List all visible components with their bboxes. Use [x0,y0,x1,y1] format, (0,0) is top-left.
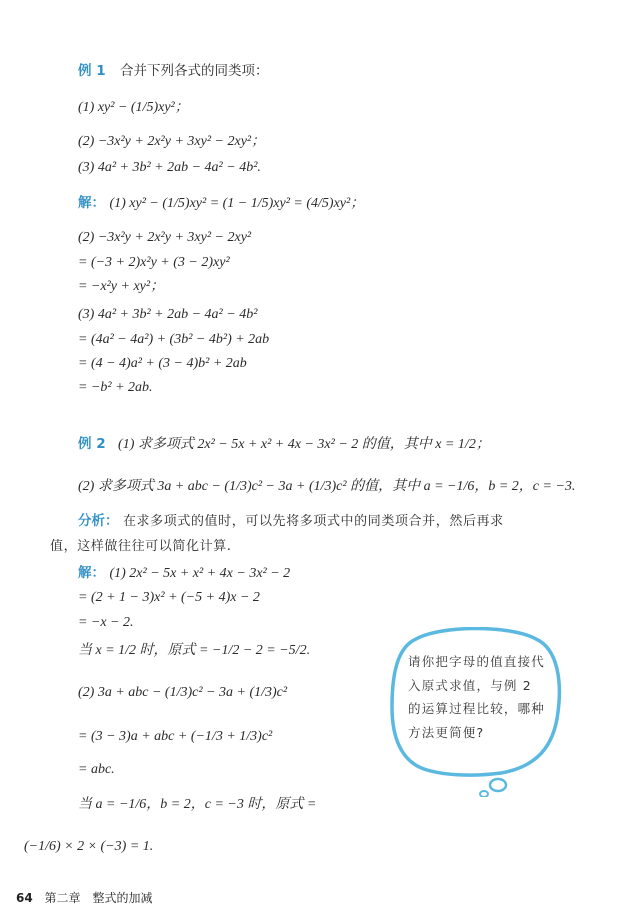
example-1-problem-2: (2) −3x²y + 2x²y + 3xy² − 2xy²； [78,134,266,149]
thought-bubble-dot-large [490,779,506,791]
example-2-part-1-line [78,433,490,456]
solution-1-step-7: = (4 − 4)a² + (3 − 4)b² + 2ab [78,356,247,371]
chapter-title: 第二章 整式的加减 [44,891,153,905]
solution-2-step-6: = (3 − 3)a + abc + (−1/3 + 1/3)c² [78,729,273,744]
example-1-problem-3: (3) 4a² + 3b² + 2ab − 4a² − 4b². [78,160,261,175]
solution-2-step-2: = (2 + 1 − 3)x² + (−5 + 4)x − 2 [78,590,260,605]
example-1-label: 例 1 [78,63,106,79]
solution-1-step-4: = −x²y + xy²； [78,279,165,294]
solution-1-label: 解： [78,195,105,211]
solution-1-first-line [78,192,364,215]
solution-1-step-5: (3) 4a² + 3b² + 2ab − 4a² − 4b² [78,307,258,322]
solution-2-step-4: 当 x = 1/2 时，原式 = −1/2 − 2 = −5/2. [78,643,311,658]
analysis-text-2: 值，这样做往往可以简化计算. [50,539,232,554]
page-number: 64 [16,891,33,905]
solution-1-step-3: = (−3 + 2)x²y + (3 − 2)xy² [78,255,230,270]
solution-1-step-2: (2) −3x²y + 2x²y + 3xy² − 2xy² [78,230,252,245]
solution-2-step-7: = abc. [78,762,115,777]
example-1-heading [78,60,269,82]
example-2-part-2: (2) 求多项式 3a + abc − (1/3)c² − 3a + (1/3)c² 的值，其中 a = −1/6，b = 2，c = −3. [78,479,576,494]
solution-2-step-5: (2) 3a + abc − (1/3)c² − 3a + (1/3)c² [78,685,288,700]
example-1-prompt: 合并下列各式的同类项： [120,63,269,79]
solution-2-step-3: = −x − 2. [78,615,134,630]
solution-1-step-8: = −b² + 2ab. [78,380,153,395]
example-1-problem-1: (1) xy² − (1/5)xy²； [78,100,189,115]
solution-2-step-9: (−1/6) × 2 × (−3) = 1. [24,839,154,854]
thought-bubble-dot-small [480,791,488,797]
page-footer [16,889,153,906]
solution-1-step-1: (1) xy² − (1/5)xy² = (1 − 1/5)xy² = (4/5)xy²； [109,196,365,211]
example-2-label: 例 2 [78,436,106,452]
solution-2-first-line [78,562,290,585]
solution-2-step-1: (1) 2x² − 5x + x² + 4x − 3x² − 2 [109,566,291,581]
thought-bubble-text: 请你把字母的值直接代入原式求值，与例 2 的运算过程比较，哪种方法更简便? [408,654,546,740]
analysis-line-1 [78,510,504,533]
analysis-text-1: 在求多项式的值时，可以先将多项式中的同类项合并，然后再求 [122,514,504,529]
solution-1-step-6: = (4a² − 4a²) + (3b² − 4b²) + 2ab [78,332,270,347]
analysis-label: 分析： [78,513,119,529]
solution-2-label: 解： [78,565,105,581]
example-2-part-1: (1) 求多项式 2x² − 5x + x² + 4x − 3x² − 2 的值，其中 x = 1/2； [118,437,490,452]
solution-2-step-8: 当 a = −1/6，b = 2，c = −3 时，原式 = [78,797,317,812]
